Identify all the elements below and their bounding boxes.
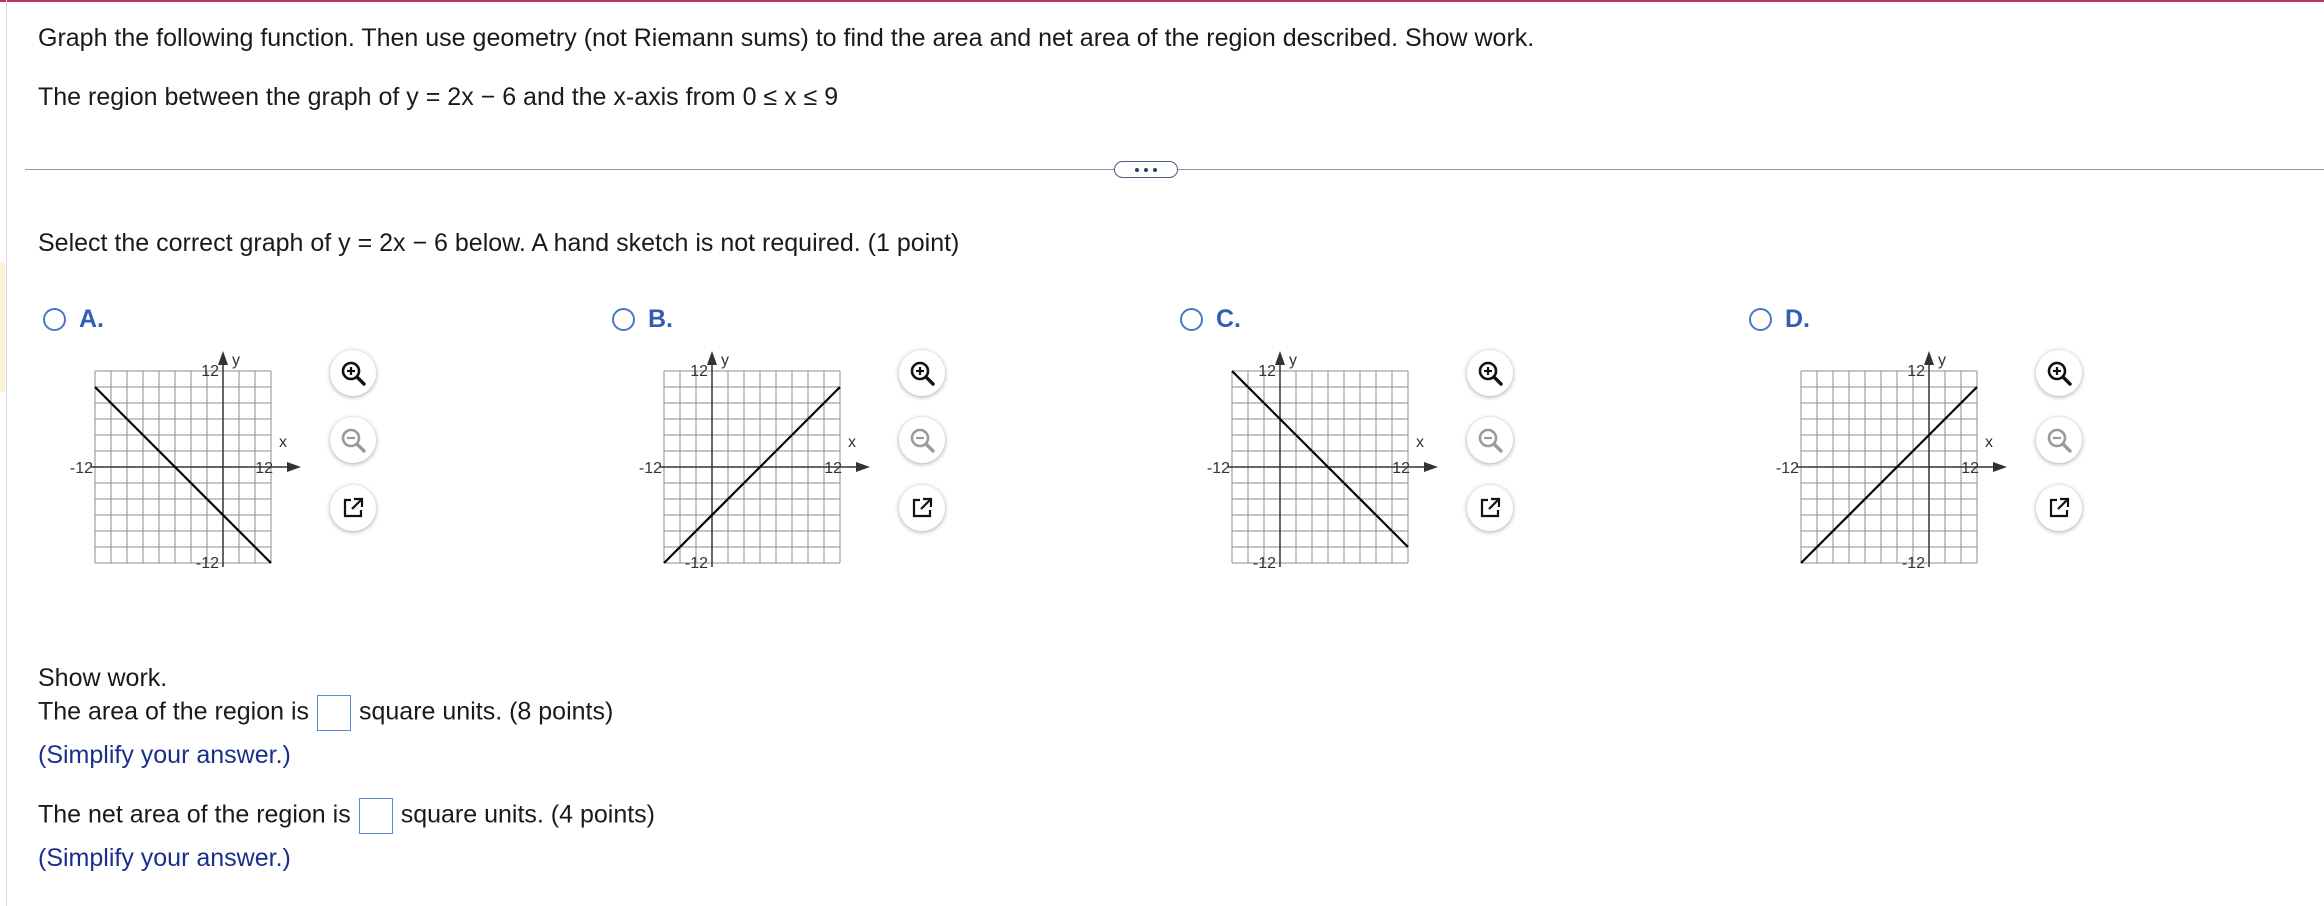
- area-row: [38, 695, 613, 731]
- tick-label: 12: [1258, 363, 1276, 380]
- tick-label: -12: [1901, 555, 1925, 572]
- x-axis-arrow: [856, 462, 870, 472]
- option-d: [1749, 305, 2309, 595]
- tick-label: -12: [195, 555, 219, 572]
- area-answer-input[interactable]: [317, 695, 351, 731]
- expand-more-button[interactable]: [1114, 161, 1178, 178]
- zoom-out-icon: [2045, 426, 2073, 454]
- pop-out-button[interactable]: [2036, 485, 2082, 531]
- pop-out-icon: [2046, 495, 2072, 521]
- zoom-out-button[interactable]: [1467, 417, 1513, 463]
- tick-label: -12: [638, 460, 662, 477]
- pop-out-button[interactable]: [330, 485, 376, 531]
- tick-label: -12: [1252, 555, 1276, 572]
- function-line: [664, 387, 840, 563]
- x-axis-arrow: [287, 462, 301, 472]
- graph-option-d: [1775, 349, 2009, 579]
- tick-label: 12: [1392, 460, 1410, 477]
- zoom-in-icon: [908, 359, 936, 387]
- area-prefix: The area of the region is: [38, 697, 309, 726]
- tick-label: 12: [1961, 460, 1979, 477]
- graph-option-b: [638, 349, 872, 579]
- net-area-row: [38, 798, 655, 834]
- question-region: The region between the graph of y = 2x − 6 and the x-axis from 0 ≤ x ≤ 9: [38, 83, 839, 111]
- y-axis-label: y: [721, 352, 729, 369]
- tick-label: -12: [684, 555, 708, 572]
- y-axis-arrow: [218, 351, 228, 365]
- pop-out-button[interactable]: [1467, 485, 1513, 531]
- option-letter[interactable]: A.: [79, 305, 104, 333]
- option-c: [1180, 305, 1740, 595]
- y-axis-arrow: [1924, 351, 1934, 365]
- zoom-out-button[interactable]: [330, 417, 376, 463]
- option-letter[interactable]: C.: [1216, 305, 1241, 333]
- y-axis-label: y: [1938, 352, 1946, 369]
- net-area-prefix: The net area of the region is: [38, 800, 351, 829]
- radio-option-b[interactable]: [612, 308, 635, 331]
- zoom-in-button[interactable]: [330, 350, 376, 396]
- zoom-out-button[interactable]: [2036, 417, 2082, 463]
- y-axis-arrow: [707, 351, 717, 365]
- option-b: [612, 305, 1172, 595]
- pop-out-button[interactable]: [899, 485, 945, 531]
- option-a: [43, 305, 603, 595]
- tick-label: -12: [69, 460, 93, 477]
- zoom-in-button[interactable]: [899, 350, 945, 396]
- graph-option-a: [69, 349, 303, 579]
- area-hint: (Simplify your answer.): [38, 741, 291, 769]
- x-axis-label: x: [1416, 434, 1424, 451]
- x-axis-label: x: [279, 434, 287, 451]
- zoom-in-icon: [2045, 359, 2073, 387]
- pop-out-icon: [340, 495, 366, 521]
- graph-prompt: Select the correct graph of y = 2x − 6 below. A hand sketch is not required. (1 point): [38, 229, 960, 257]
- y-axis-arrow: [1275, 351, 1285, 365]
- zoom-in-button[interactable]: [1467, 350, 1513, 396]
- zoom-out-icon: [1476, 426, 1504, 454]
- pop-out-icon: [1477, 495, 1503, 521]
- net-area-suffix: square units. (4 points): [400, 800, 655, 829]
- x-axis-label: x: [848, 434, 856, 451]
- tick-label: -12: [1206, 460, 1230, 477]
- y-axis-label: y: [232, 352, 240, 369]
- tick-label: 12: [255, 460, 273, 477]
- zoom-out-button[interactable]: [899, 417, 945, 463]
- area-suffix: square units. (8 points): [359, 697, 614, 726]
- zoom-out-icon: [908, 426, 936, 454]
- function-line: [95, 387, 271, 563]
- function-line: [1232, 371, 1408, 547]
- tick-label: 12: [824, 460, 842, 477]
- function-line: [1801, 387, 1977, 563]
- show-work-label: Show work.: [38, 664, 168, 692]
- tick-label: 12: [690, 363, 708, 380]
- pop-out-icon: [909, 495, 935, 521]
- tick-label: 12: [1907, 363, 1925, 380]
- tick-label: -12: [1775, 460, 1799, 477]
- zoom-in-icon: [1476, 359, 1504, 387]
- x-axis-label: x: [1985, 434, 1993, 451]
- radio-option-d[interactable]: [1749, 308, 1772, 331]
- top-accent-bar: [0, 0, 2324, 2]
- radio-option-c[interactable]: [1180, 308, 1203, 331]
- zoom-out-icon: [339, 426, 367, 454]
- net-area-hint: (Simplify your answer.): [38, 844, 291, 872]
- question-instruction: Graph the following function. Then use geometry (not Riemann sums) to find the area and net area of the region described. Show work.: [38, 24, 1535, 52]
- net-area-answer-input[interactable]: [359, 798, 393, 834]
- left-edge-tab: [0, 262, 5, 392]
- radio-option-a[interactable]: [43, 308, 66, 331]
- graph-option-c: [1206, 349, 1440, 579]
- x-axis-arrow: [1993, 462, 2007, 472]
- zoom-in-button[interactable]: [2036, 350, 2082, 396]
- zoom-in-icon: [339, 359, 367, 387]
- x-axis-arrow: [1424, 462, 1438, 472]
- option-letter[interactable]: B.: [648, 305, 673, 333]
- left-border: [6, 0, 7, 906]
- tick-label: 12: [201, 363, 219, 380]
- y-axis-label: y: [1289, 352, 1297, 369]
- option-letter[interactable]: D.: [1785, 305, 1810, 333]
